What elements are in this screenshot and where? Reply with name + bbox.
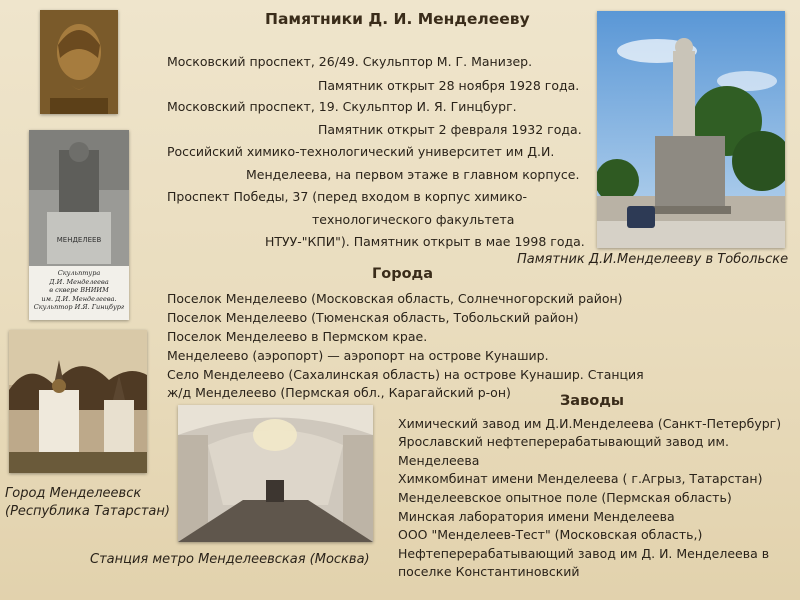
factory-line: Минская лаборатория имени Менделеева: [398, 509, 675, 524]
factory-line: Нефтеперерабатывающий завод им Д. И. Менделеева в: [398, 546, 770, 561]
city-line: Поселок Менделеево в Пермском крае.: [167, 329, 428, 344]
caption-city: [5, 485, 170, 521]
city-line: Менделеево (аэропорт) — аэропорт на острове Кунашир.: [167, 348, 549, 363]
tobolsk-monument-photo: [597, 11, 785, 248]
city-line: Село Менделеево (Сахалинская область) на острове Кунашир. Станция: [167, 367, 644, 382]
caption-city-line2: (Республика Татарстан): [5, 504, 170, 519]
factory-line: Ярославский нефтеперерабатывающий завод им.: [398, 434, 729, 449]
caption-city-line1: Город Менделеевск: [5, 486, 142, 501]
factory-line: ООО "Менделеев-Тест" (Московская область,): [398, 527, 703, 542]
monument-line: Памятник открыт 2 февраля 1932 года.: [318, 122, 582, 137]
page-title: Памятники Д. И. Менделееву: [265, 10, 530, 28]
factory-line: Менделеева: [398, 453, 480, 468]
caption-metro: Станция метро Менделеевская (Москва): [90, 552, 370, 567]
metro-station-photo: [178, 405, 373, 542]
factory-line: Химкомбинат имени Менделеева ( г.Агрыз, Татарстан): [398, 471, 763, 486]
monument-line: Московский проспект, 26/49. Скульптор М. Г. Манизер.: [167, 54, 533, 69]
factory-line: Химический завод им Д.И.Менделеева (Санкт-Петербург): [398, 416, 782, 431]
monument-line: технологического факультета: [312, 212, 515, 227]
sculpture-label: Скульптура Д.И. Менделеева в сквере ВНИИМ им. Д.И. Менделеева. Скульптор И.Я. Гинцбург: [33, 269, 125, 311]
sculpture-photo: [29, 130, 129, 320]
city-line: Поселок Менделеево (Московская область, Солнечногорский район): [167, 291, 623, 306]
monument-line: Московский проспект, 19. Скульптор И. Я. Гинцбург.: [167, 99, 517, 114]
monument-line: Российский химико-технологический университет им Д.И.: [167, 144, 555, 159]
cities-heading: Города: [372, 266, 434, 282]
caption-tobolsk: Памятник Д.И.Менделееву в Тобольске: [517, 252, 789, 267]
factory-line: поселке Константиновский: [398, 564, 580, 579]
monument-line: Проспект Победы, 37 (перед входом в корпус химико-: [167, 189, 528, 204]
factories-heading: Заводы: [560, 393, 625, 409]
monument-line: НТУУ-"КПИ"). Памятник открыт в мае 1998 года.: [265, 234, 585, 249]
mendeleevsk-city-photo: [9, 330, 147, 473]
mendeleev-bust-photo: [40, 10, 118, 114]
plaque-text: МЕНДЕЛЕЕВ: [56, 236, 102, 244]
monument-line: Менделеева, на первом этаже в главном корпусе.: [246, 167, 580, 182]
monument-line: Памятник открыт 28 ноября 1928 года.: [318, 78, 580, 93]
factory-line: Менделеевское опытное поле (Пермская область): [398, 490, 732, 505]
city-line: Поселок Менделеево (Тюменская область, Тобольский район): [167, 310, 579, 325]
city-line: ж/д Менделеево (Пермская обл., Карагайский р-он): [167, 385, 511, 400]
